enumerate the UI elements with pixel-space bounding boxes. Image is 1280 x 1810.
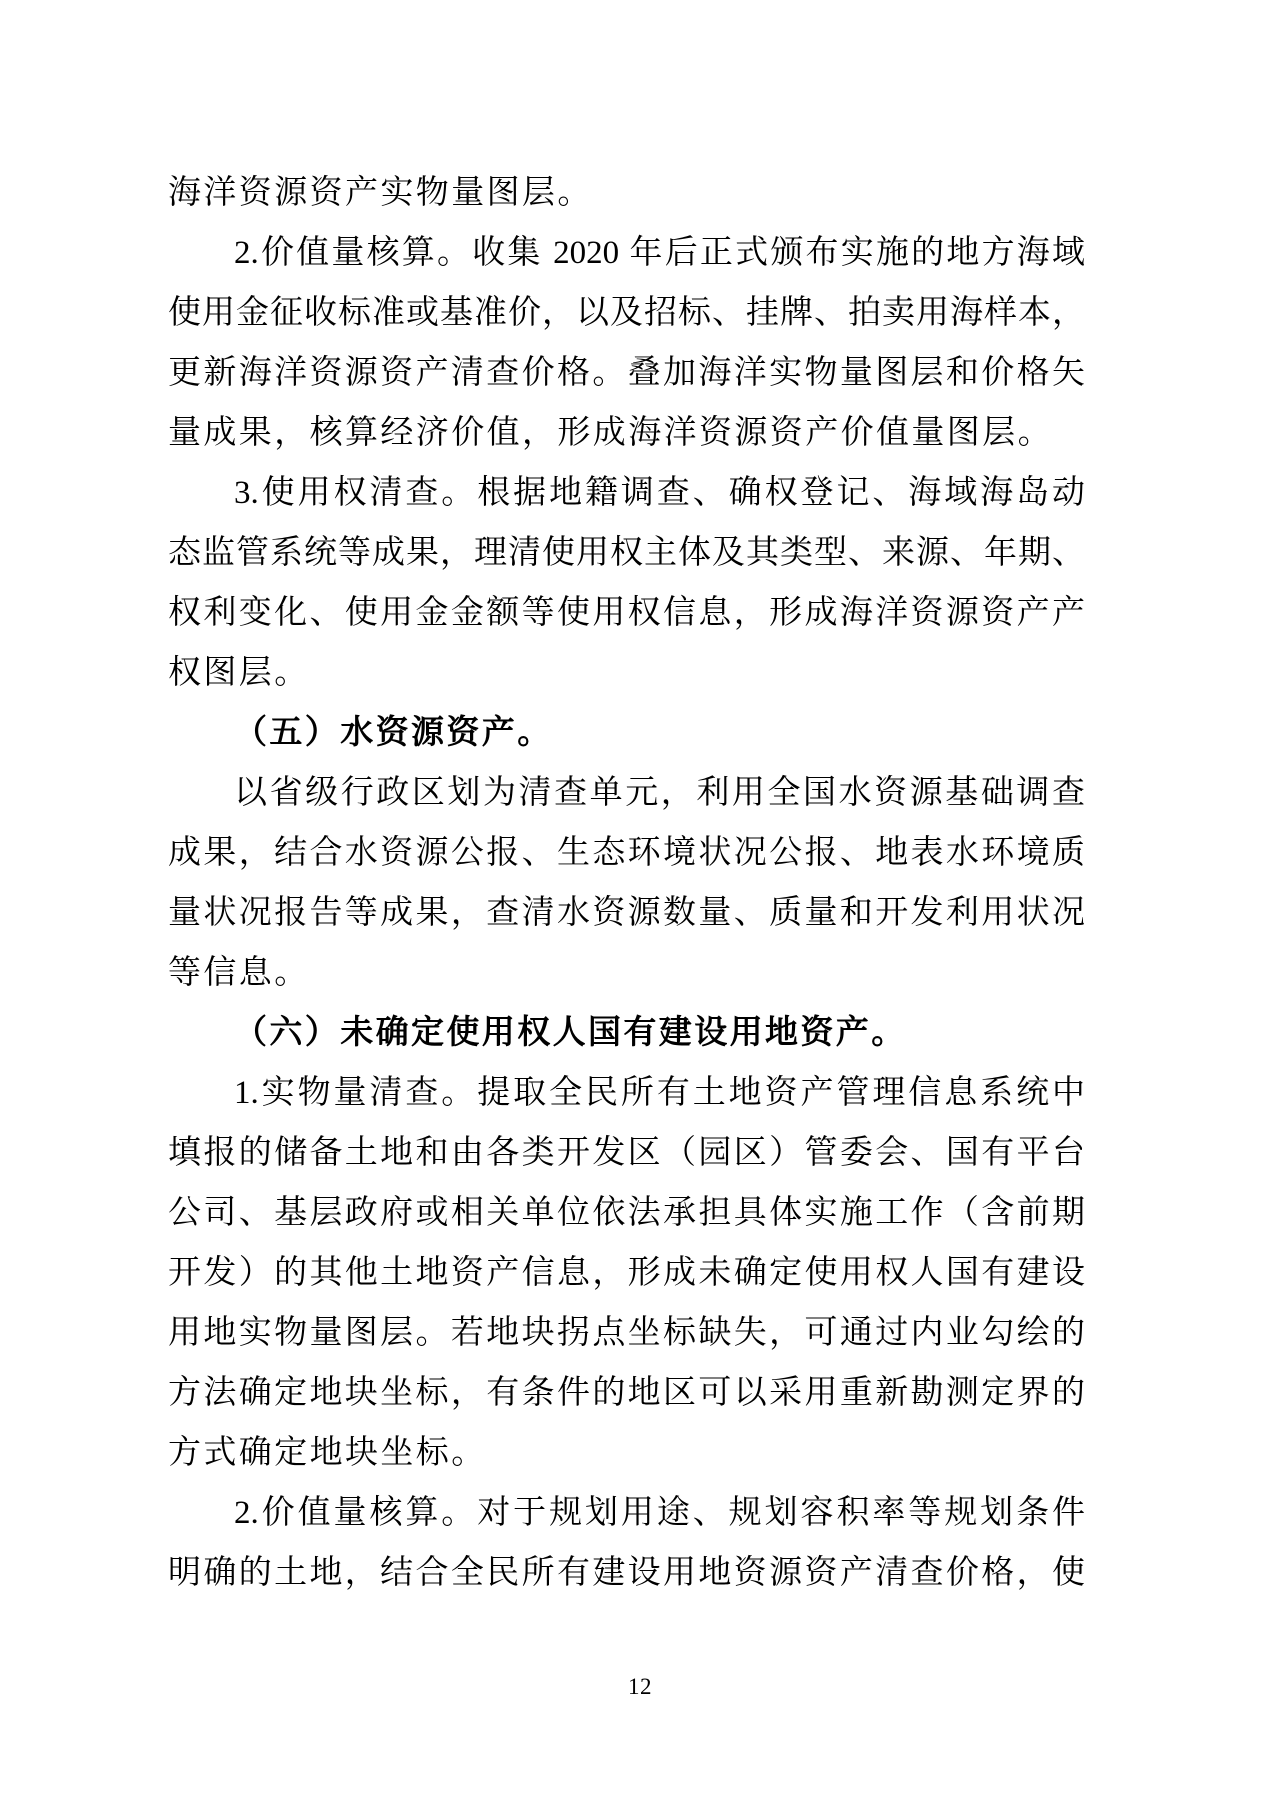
text-line: 1.实物量清查。提取全民所有土地资产管理信息系统中	[234, 1075, 1085, 1111]
text-line: 海洋资源资产实物量图层。	[168, 175, 593, 211]
text-line: 2.价值量核算。对于规划用途、规划容积率等规划条件	[234, 1495, 1085, 1531]
text-line: 方法确定地块坐标，有条件的地区可以采用重新勘测定界的	[168, 1375, 1085, 1411]
text-line: 成果，结合水资源公报、生态环境状况公报、地表水环境质	[168, 835, 1085, 871]
text-line: 使用金征收标准或基准价，以及招标、挂牌、拍卖用海样本，	[168, 295, 1085, 331]
section-heading-line: （六）未确定使用权人国有建设用地资产。	[234, 1015, 907, 1051]
section-heading-line: （五）水资源资产。	[234, 715, 553, 751]
text-line: 2.价值量核算。收集 2020 年后正式颁布实施的地方海域	[234, 235, 1085, 271]
text-line: 以省级行政区划为清查单元，利用全国水资源基础调查	[234, 775, 1085, 811]
text-line: 方式确定地块坐标。	[168, 1435, 487, 1471]
text-line: 态监管系统等成果，理清使用权主体及其类型、来源、年期、	[168, 535, 1085, 571]
text-line: 更新海洋资源资产清查价格。叠加海洋实物量图层和价格矢	[168, 355, 1085, 391]
page-number: 12	[628, 1674, 652, 1699]
text-line: 3.使用权清查。根据地籍调查、确权登记、海域海岛动	[234, 475, 1085, 511]
text-line: 权图层。	[168, 655, 310, 691]
text-line: 等信息。	[168, 955, 310, 991]
text-line: 填报的储备土地和由各类开发区（园区）管委会、国有平台	[168, 1135, 1085, 1171]
text-line: 量状况报告等成果，查清水资源数量、质量和开发利用状况	[168, 895, 1085, 931]
text-line: 明确的土地，结合全民所有建设用地资源资产清查价格，使	[168, 1555, 1085, 1591]
text-line: 量成果，核算经济价值，形成海洋资源资产价值量图层。	[168, 415, 1053, 451]
text-line: 权利变化、使用金金额等使用权信息，形成海洋资源资产产	[168, 595, 1085, 631]
text-line: 开发）的其他土地资产信息，形成未确定使用权人国有建设	[168, 1255, 1085, 1291]
text-line: 公司、基层政府或相关单位依法承担具体实施工作（含前期	[168, 1195, 1085, 1231]
text-line: 用地实物量图层。若地块拐点坐标缺失，可通过内业勾绘的	[168, 1315, 1085, 1351]
document-body	[168, 163, 1085, 1603]
